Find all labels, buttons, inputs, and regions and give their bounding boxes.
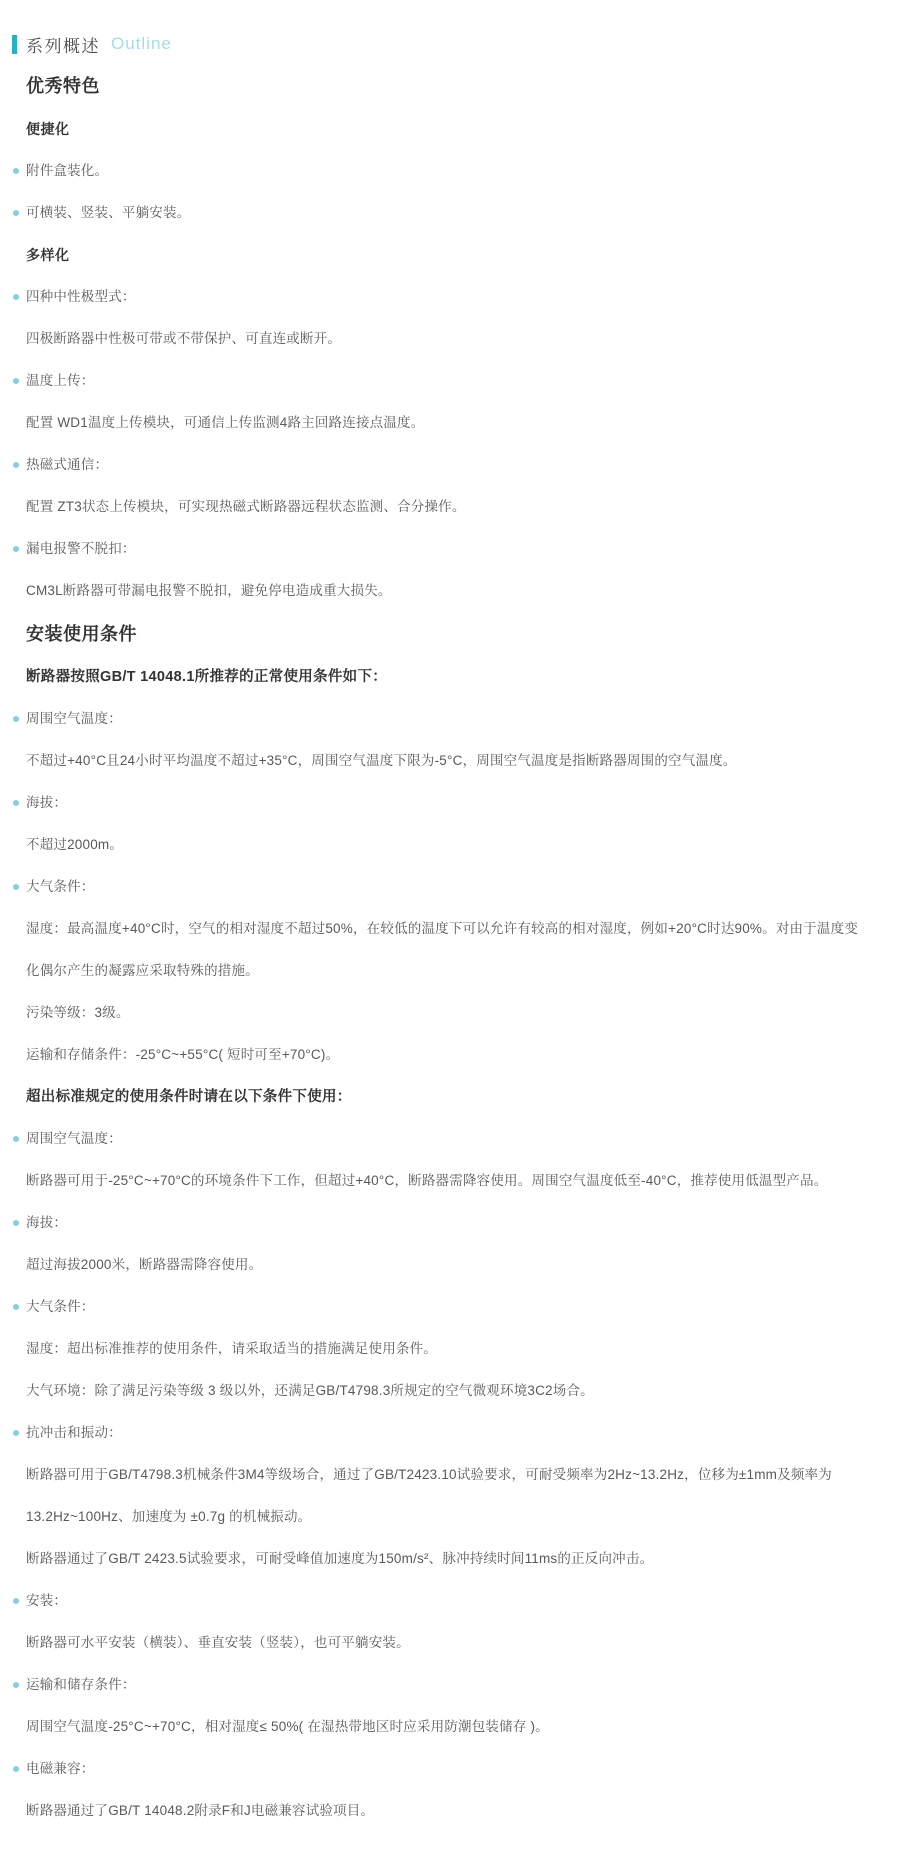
subheading-convenience: 便捷化 (26, 121, 70, 137)
bullet-dot-icon (13, 1598, 19, 1604)
paragraph: 大气环境：除了满足污染等级 3 级以外，还满足GB/T4798.3所规定的空气微观环境3C2场合。 (26, 1383, 594, 1398)
bullet-item (26, 528, 860, 570)
features-heading: 优秀特色 (26, 76, 100, 96)
bullet-item (26, 1286, 860, 1328)
paragraph: 配置 ZT3状态上传模块，可实现热磁式断路器远程状态监测、合分操作。 (26, 499, 466, 514)
bullet-dot-icon (13, 1304, 19, 1310)
bullet-label: 漏电报警不脱扣： (26, 541, 136, 556)
paragraph: 湿度：超出标准推荐的使用条件，请采取适当的措施满足使用条件。 (26, 1341, 437, 1356)
bullet-item (26, 276, 860, 318)
paragraph: CM3L断路器可带漏电报警不脱扣，避免停电造成重大损失。 (26, 583, 392, 598)
bullet-label: 热磁式通信： (26, 457, 109, 472)
accent-bar-icon (12, 35, 17, 54)
paragraph: 四极断路器中性极可带或不带保护、可直连或断开。 (26, 331, 342, 346)
bullet-item (26, 150, 860, 192)
bullet-label: 可横装、竖装、平躺安装。 (26, 205, 191, 220)
bullet-item (26, 444, 860, 486)
bullet-label: 周围空气温度： (26, 711, 122, 726)
bullet-dot-icon (13, 884, 19, 890)
bullet-dot-icon (13, 1430, 19, 1436)
extended-conditions-intro: 超出标准规定的使用条件时请在以下条件下使用： (26, 1089, 352, 1105)
bullet-dot-icon (13, 462, 19, 468)
bullet-dot-icon (13, 168, 19, 174)
bullet-label: 周围空气温度： (26, 1131, 122, 1146)
paragraph: 污染等级：3级。 (26, 1005, 130, 1020)
bullet-item (26, 1580, 860, 1622)
bullet-dot-icon (13, 294, 19, 300)
conditions-heading: 安装使用条件 (26, 624, 137, 644)
bullet-label: 抗冲击和振动： (26, 1425, 122, 1440)
paragraph: 周围空气温度-25°C~+70°C，相对湿度≤ 50%( 在湿热带地区时应采用防潮包装储存 )。 (26, 1719, 549, 1734)
bullet-item (26, 1202, 860, 1244)
paragraph: 断路器通过了GB/T 2423.5试验要求，可耐受峰值加速度为150m/s²、脉冲持续时间11ms的正反向冲击。 (26, 1551, 654, 1566)
subheading-diversity: 多样化 (26, 247, 70, 263)
header-title-en: Outline (111, 34, 172, 53)
series-overview-header (12, 24, 862, 64)
bullet-item (26, 1412, 860, 1454)
bullet-dot-icon (13, 716, 19, 722)
bullet-item (26, 1748, 860, 1790)
paragraph: 湿度：最高温度+40°C时，空气的相对湿度不超过50%，在较低的温度下可以允许有较高的相对湿度，例如+20°C时达90%。对由于温度变化偶尔产生的凝露应采取特殊的措施。 (26, 921, 859, 978)
bullet-dot-icon (13, 546, 19, 552)
bullet-dot-icon (13, 1136, 19, 1142)
paragraph: 运输和存储条件：-25°C~+55°C( 短时可至+70°C)。 (26, 1047, 340, 1062)
bullet-item (26, 866, 860, 908)
bullet-dot-icon (13, 800, 19, 806)
bullet-item (26, 192, 860, 234)
bullet-dot-icon (13, 1220, 19, 1226)
header-title-zh: 系列概述 (26, 36, 100, 56)
bullet-item (26, 782, 860, 824)
paragraph: 断路器可用于GB/T4798.3机械条件3M4等级场合，通过了GB/T2423.10试验要求，可耐受频率为2Hz~13.2Hz，位移为±1mm及频率为13.2Hz~100Hz、加速度为 ±0.7g 的机械振动。 (26, 1467, 832, 1524)
bullet-label: 大气条件： (26, 1299, 95, 1314)
bullet-label: 海拔： (26, 795, 68, 810)
bullet-item (26, 360, 860, 402)
bullet-item (26, 1118, 860, 1160)
paragraph: 不超过2000m。 (26, 837, 124, 852)
bullet-item (26, 1664, 860, 1706)
bullet-label: 运输和储存条件： (26, 1677, 136, 1692)
paragraph: 配置 WD1温度上传模块，可通信上传监测4路主回路连接点温度。 (26, 415, 425, 430)
bullet-item (26, 698, 860, 740)
paragraph: 超过海拔2000米，断路器需降容使用。 (26, 1257, 263, 1272)
paragraph: 断路器通过了GB/T 14048.2附录F和J电磁兼容试验项目。 (26, 1803, 375, 1818)
bullet-dot-icon (13, 1682, 19, 1688)
bullet-dot-icon (13, 210, 19, 216)
bullet-label: 安装： (26, 1593, 68, 1608)
normal-conditions-intro: 断路器按照GB/T 14048.1所推荐的正常使用条件如下： (26, 669, 388, 685)
bullet-dot-icon (13, 1766, 19, 1772)
bullet-label: 大气条件： (26, 879, 95, 894)
bullet-label: 温度上传： (26, 373, 95, 388)
paragraph: 断路器可用于-25°C~+70°C的环境条件下工作，但超过+40°C，断路器需降容使用。周围空气温度低至-40°C，推荐使用低温型产品。 (26, 1173, 828, 1188)
bullet-label: 电磁兼容： (26, 1761, 95, 1776)
paragraph: 断路器可水平安装（横装）、垂直安装（竖装），也可平躺安装。 (26, 1635, 410, 1650)
bullet-dot-icon (13, 378, 19, 384)
bullet-label: 四种中性极型式： (26, 289, 136, 304)
paragraph: 不超过+40°C且24小时平均温度不超过+35°C，周围空气温度下限为-5°C，周围空气温度是指断路器周围的空气温度。 (26, 753, 737, 768)
bullet-label: 附件盒装化。 (26, 163, 109, 178)
bullet-label: 海拔： (26, 1215, 68, 1230)
